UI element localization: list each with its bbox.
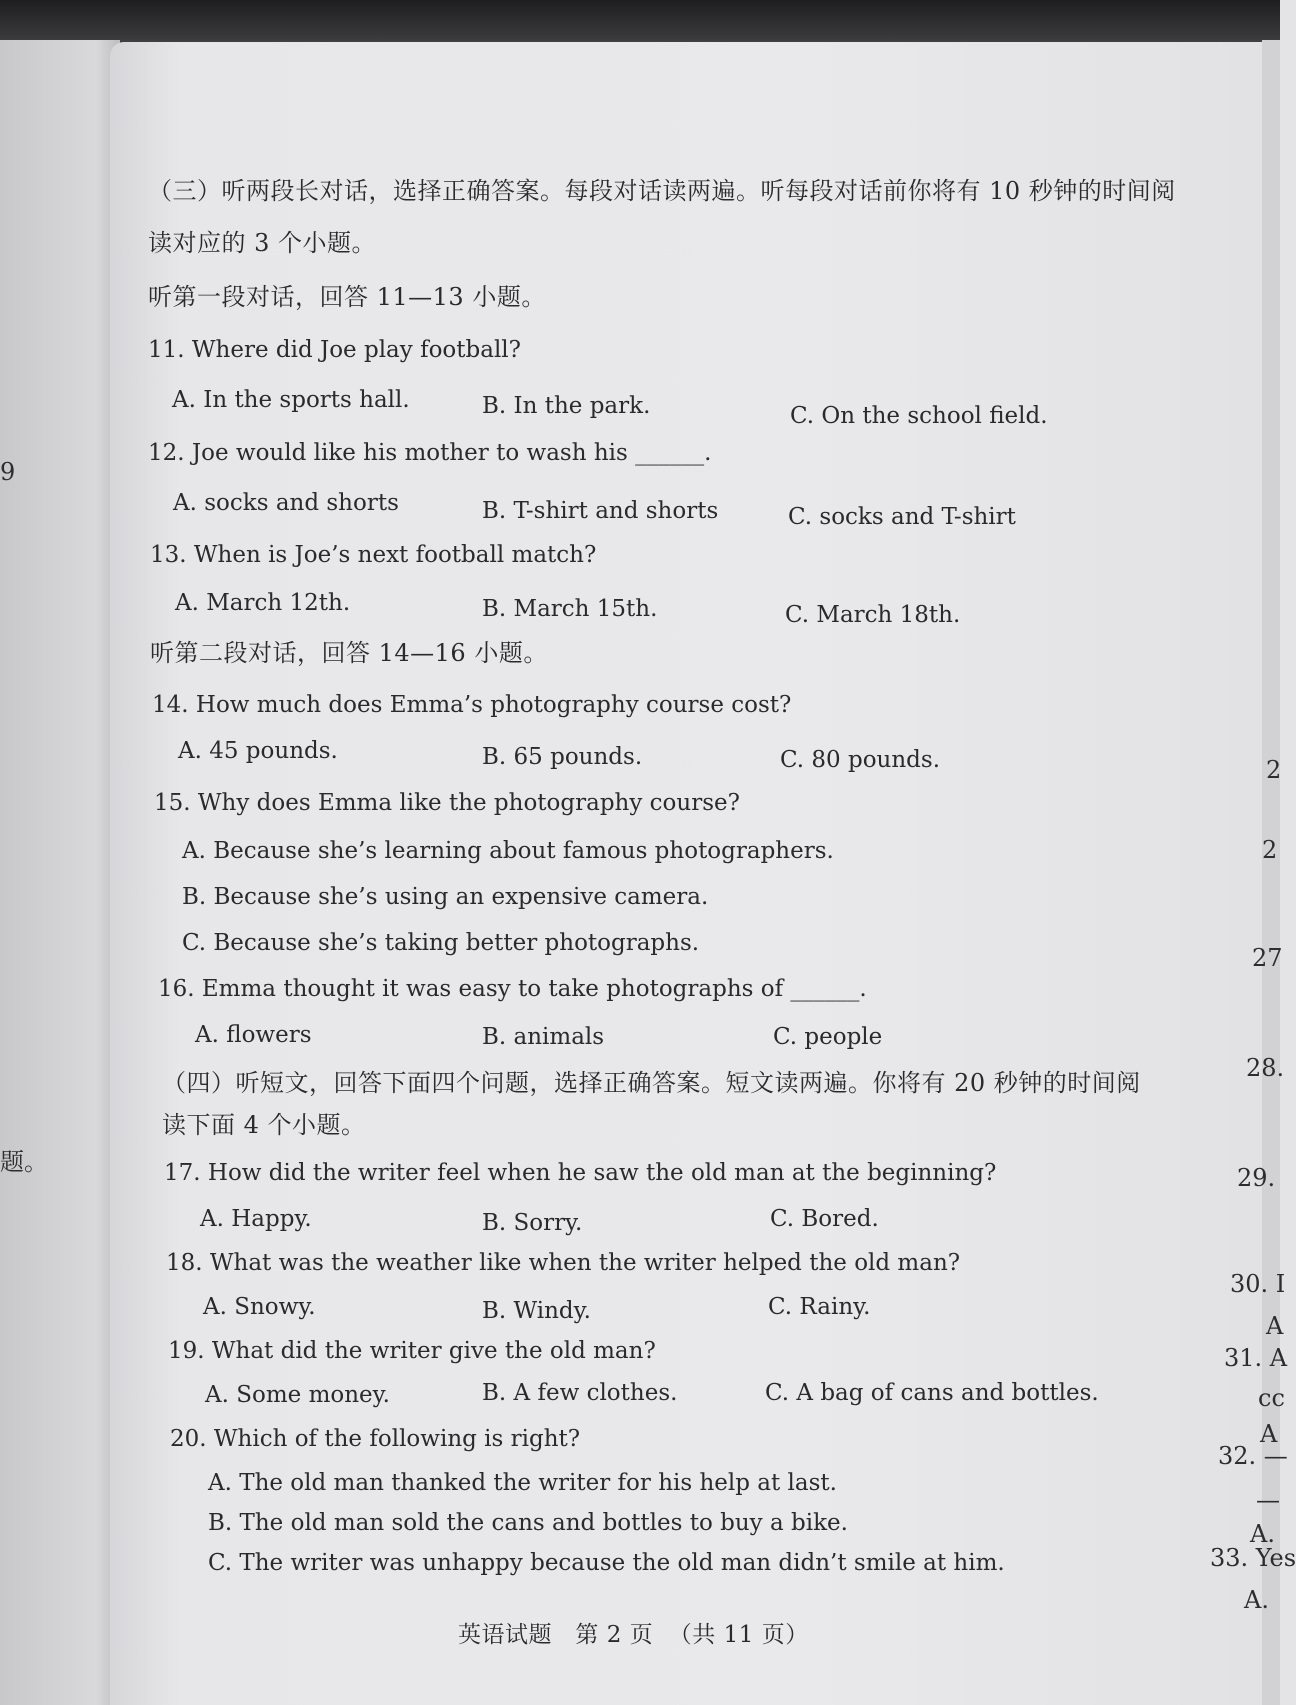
right-edge-32c: A. — [1250, 1520, 1275, 1548]
question-11-option-a[interactable]: A. In the sports hall. — [172, 387, 410, 413]
question-20-option-a[interactable]: A. The old man thanked the writer for his help at last. — [208, 1470, 837, 1496]
question-17-option-b[interactable]: B. Sorry. — [482, 1210, 583, 1236]
question-17-stem: 17. How did the writer feel when he saw the old man at the beginning? — [164, 1160, 997, 1186]
question-16-option-a[interactable]: A. flowers — [195, 1022, 312, 1048]
question-16-option-b[interactable]: B. animals — [482, 1024, 605, 1050]
right-edge-27: 27 — [1252, 944, 1283, 972]
question-12-option-b[interactable]: B. T-shirt and shorts — [482, 498, 719, 524]
question-19-option-c[interactable]: C. A bag of cans and bottles. — [765, 1380, 1099, 1406]
section3-instructions-line2: 读对应的 3 个小题。 — [148, 229, 377, 257]
question-11-option-c[interactable]: C. On the school field. — [790, 403, 1048, 429]
question-15-option-b[interactable]: B. Because she’s using an expensive camera. — [182, 884, 709, 910]
question-14-stem: 14. How much does Emma’s photography course cost? — [152, 692, 792, 718]
question-11-stem: 11. Where did Joe play football? — [148, 337, 521, 363]
right-edge-32: 32. — — [1218, 1442, 1288, 1470]
right-edge-32b: — — [1256, 1486, 1280, 1514]
right-edge-31c: A — [1260, 1420, 1278, 1448]
right-edge-30a: A — [1266, 1312, 1284, 1340]
left-edge-ti: 题。 — [0, 1148, 48, 1176]
right-edge-29: 29. — [1237, 1164, 1276, 1192]
question-12-option-a[interactable]: A. socks and shorts — [173, 490, 399, 516]
question-16-stem: 16. Emma thought it was easy to take photographs of ______. — [158, 976, 867, 1002]
question-14-option-a[interactable]: A. 45 pounds. — [178, 738, 338, 764]
question-15-stem: 15. Why does Emma like the photography course? — [154, 790, 740, 816]
right-edge-28: 28. — [1246, 1054, 1285, 1082]
question-17-option-c[interactable]: C. Bored. — [770, 1206, 879, 1232]
question-15-option-c[interactable]: C. Because she’s taking better photographs. — [182, 930, 700, 956]
right-edge-2a: 2 — [1266, 756, 1282, 784]
question-20-option-b[interactable]: B. The old man sold the cans and bottles to buy a bike. — [208, 1510, 848, 1536]
question-13-option-c[interactable]: C. March 18th. — [785, 602, 961, 628]
question-20-option-c[interactable]: C. The writer was unhappy because the old man didn’t smile at him. — [208, 1550, 1005, 1576]
dialogue1-intro: 听第一段对话，回答 11—13 小题。 — [148, 283, 546, 311]
page-footer: 英语试题 第 2 页 （共 11 页） — [458, 1622, 809, 1648]
question-18-option-c[interactable]: C. Rainy. — [768, 1294, 871, 1320]
question-13-option-a[interactable]: A. March 12th. — [175, 590, 351, 616]
dialogue2-intro: 听第二段对话，回答 14—16 小题。 — [150, 639, 548, 667]
right-edge-33: 33. Yes — [1210, 1544, 1296, 1572]
section4-instructions-line2: 读下面 4 个小题。 — [162, 1111, 366, 1139]
right-edge-30: 30. I — [1230, 1270, 1286, 1298]
question-13-stem: 13. When is Joe’s next football match? — [150, 542, 597, 568]
question-18-option-b[interactable]: B. Windy. — [482, 1298, 591, 1324]
question-13-option-b[interactable]: B. March 15th. — [482, 596, 658, 622]
section3-instructions-line1: （三）听两段长对话，选择正确答案。每段对话读两遍。听每段对话前你将有 10 秒钟的时间阅 — [148, 177, 1176, 205]
question-20-stem: 20. Which of the following is right? — [170, 1426, 581, 1452]
section4-instructions-line1: （四）听短文，回答下面四个问题，选择正确答案。短文读两遍。你将有 20 秒钟的时间阅 — [162, 1069, 1141, 1097]
question-18-option-a[interactable]: A. Snowy. — [203, 1294, 316, 1320]
right-edge-31b: cc — [1258, 1384, 1285, 1412]
question-12-stem: 12. Joe would like his mother to wash his ______. — [148, 440, 712, 466]
right-edge-33b: A. — [1244, 1586, 1269, 1614]
question-16-option-c[interactable]: C. people — [773, 1024, 883, 1050]
right-edge-2b: 2 — [1262, 836, 1278, 864]
question-18-stem: 18. What was the weather like when the writer helped the old man? — [166, 1250, 961, 1276]
question-15-option-a[interactable]: A. Because she’s learning about famous photographers. — [182, 838, 834, 864]
question-19-option-b[interactable]: B. A few clothes. — [482, 1380, 678, 1406]
question-12-option-c[interactable]: C. socks and T-shirt — [788, 504, 1016, 530]
question-19-stem: 19. What did the writer give the old man? — [168, 1338, 656, 1364]
left-edge-9: 9 — [0, 458, 16, 486]
right-edge-31: 31. A — [1224, 1344, 1288, 1372]
question-14-option-b[interactable]: B. 65 pounds. — [482, 744, 643, 770]
left-page-edge — [0, 40, 120, 1705]
question-14-option-c[interactable]: C. 80 pounds. — [780, 747, 941, 773]
question-19-option-a[interactable]: A. Some money. — [205, 1382, 390, 1408]
question-17-option-a[interactable]: A. Happy. — [200, 1206, 312, 1232]
question-11-option-b[interactable]: B. In the park. — [482, 393, 651, 419]
